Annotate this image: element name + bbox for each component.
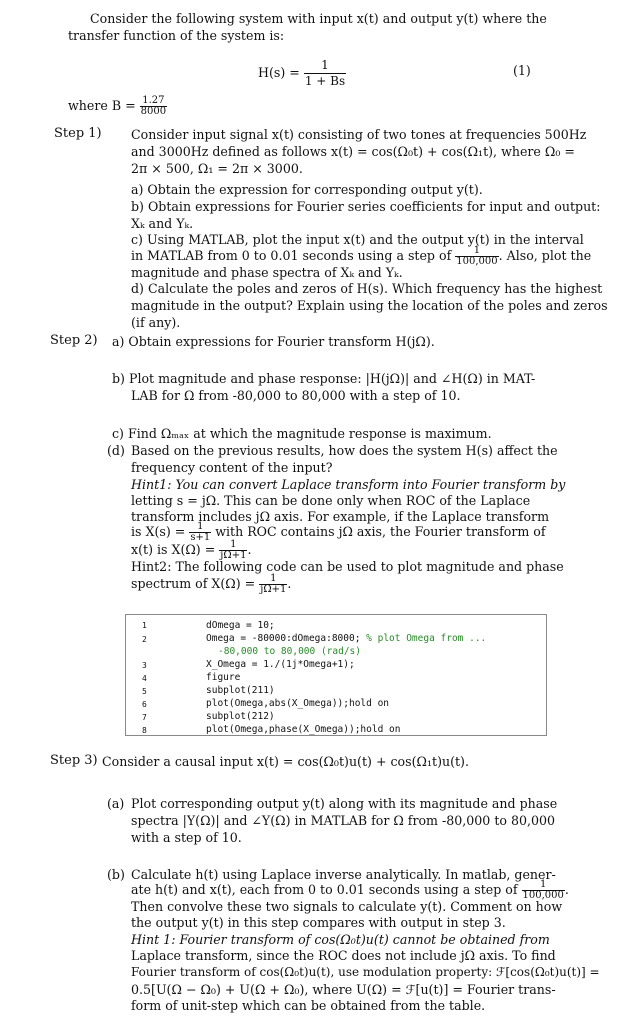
- step3-b-5: Hint 1: Fourier transform of cos(Ω₀t)u(t) cannot be obtained from: [131, 932, 550, 947]
- step2-d-1: Based on the previous results, how does the system H(s) affect the: [131, 443, 558, 458]
- step2-d-7a: x(t) is X(Ω) =: [131, 542, 216, 557]
- step3-b-label: (b): [107, 867, 125, 882]
- step1-c-1: c) Using MATLAB, plot the input x(t) and the output y(t) in the interval: [131, 232, 584, 247]
- step2-d-6b: with ROC contains jΩ axis, the Fourier transform of: [215, 524, 546, 539]
- line-number: 8: [142, 726, 147, 735]
- step1-body-2: and 3000Hz defined as follows x(t) = cos(Ω₀t) + cos(Ω₁t), where Ω₀ =: [131, 144, 575, 159]
- step1-d-3: (if any).: [131, 315, 181, 330]
- eq-lhs: H(s) =: [258, 65, 300, 80]
- step2-a: a) Obtain expressions for Fourier transform H(jΩ).: [112, 334, 435, 349]
- step2-b-2: LAB for Ω from -80,000 to 80,000 with a step of 10.: [131, 388, 461, 403]
- step3-a-label: (a): [107, 796, 125, 811]
- xs-den: s+1: [190, 532, 211, 543]
- line-number: 1: [142, 621, 147, 630]
- step1-c-2a: in MATLAB from 0 to 0.01 seconds using a step of: [131, 248, 452, 263]
- step1-c-2b: . Also, plot the: [498, 248, 592, 263]
- step2-d-9a: spectrum of X(Ω) =: [131, 576, 256, 591]
- step2-d-9b: .: [287, 576, 292, 591]
- step2-d-3: Hint1: You can convert Laplace transform into Fourier transform by: [131, 477, 566, 492]
- line-number: 4: [142, 674, 147, 683]
- step3-label: Step 3): [50, 753, 98, 768]
- step3-b-6: Laplace transform, since the ROC does not include jΩ axis. To find: [131, 948, 556, 963]
- step1-a: a) Obtain the expression for corresponding output y(t).: [131, 182, 483, 197]
- code-line-2-code: Omega = -80000:dOmega:8000;: [206, 633, 367, 644]
- line-number: 5: [142, 687, 147, 696]
- step2-b-1: b) Plot magnitude and phase response: |H(jΩ)| and ∠H(Ω) in MAT-: [112, 371, 536, 386]
- where-label: where B =: [68, 98, 136, 113]
- xs-num: 1: [189, 522, 211, 533]
- step-fraction: [455, 246, 498, 267]
- equation-number: (1): [513, 63, 531, 78]
- step3-step-num: 1: [522, 880, 565, 891]
- step1-d-2: magnitude in the output? Explain using the location of the poles and zeros: [131, 298, 608, 313]
- xomega-num: 1: [219, 540, 247, 551]
- code-line-7: subplot(212): [206, 711, 275, 722]
- step3-a-2: spectra |Y(Ω)| and ∠Y(Ω) in MATLAB for Ω from -80,000 to 80,000: [131, 813, 556, 828]
- b-numerator: 1.27: [140, 96, 167, 107]
- step1-body-3: 2π × 500, Ω₁ = 2π × 3000.: [131, 161, 303, 176]
- code-line-8: plot(Omega,phase(X_Omega));hold on: [206, 724, 401, 735]
- line-number: 3: [142, 661, 147, 670]
- line-number: 2: [142, 635, 147, 644]
- step3-b-8: 0.5[U(Ω − Ω₀) + U(Ω + Ω₀), where U(Ω) = ℱ[u(t)] = Fourier trans-: [131, 982, 556, 997]
- transfer-function-equation: [258, 58, 346, 89]
- code-line-5: subplot(211): [206, 685, 275, 696]
- step2-d-7b: .: [247, 542, 252, 557]
- step1-d-1: d) Calculate the poles and zeros of H(s). Which frequency has the highest: [131, 281, 603, 296]
- step2-d-8: Hint2: The following code can be used to plot magnitude and phase: [131, 559, 564, 574]
- step1-body-1: Consider input signal x(t) consisting of two tones at frequencies 500Hz: [131, 127, 587, 142]
- code-line-1: dOmega = 10;: [206, 620, 275, 631]
- b-denominator: 8000: [140, 106, 167, 117]
- code-line-2: [206, 633, 486, 644]
- line-number: 6: [142, 700, 147, 709]
- where-b: [68, 96, 167, 117]
- spectrum-num: 1: [259, 574, 287, 585]
- eq-fraction: [304, 58, 346, 89]
- intro-line-1: Consider the following system with input x(t) and output y(t) where the: [90, 11, 547, 26]
- step2-d-9: [131, 574, 291, 595]
- b-fraction: [140, 96, 167, 117]
- intro-line-2: transfer function of the system is:: [68, 28, 285, 43]
- step2-d-4: letting s = jΩ. This can be done only when ROC of the Laplace: [131, 493, 531, 508]
- code-line-6: plot(Omega,abs(X_Omega));hold on: [206, 698, 390, 709]
- step3-a-1: Plot corresponding output y(t) along with its magnitude and phase: [131, 796, 558, 811]
- code-comment: % plot Omega from ...: [366, 633, 487, 644]
- step2-d-label: (d): [107, 443, 125, 458]
- step3-step-den: 100,000: [522, 890, 564, 901]
- step3-b-7: Fourier transform of cos(Ω₀t)u(t), use modulation property: ℱ[cos(Ω₀t)u(t)] =: [131, 965, 600, 979]
- step2-d-2: frequency content of the input?: [131, 460, 333, 475]
- step3-a-3: with a step of 10.: [131, 830, 242, 845]
- step2-d-6a: is X(s) =: [131, 524, 186, 539]
- step3-intro: Consider a causal input x(t) = cos(Ω₀t)u(t) + cos(Ω₁t)u(t).: [102, 754, 469, 769]
- code-line-3: X_Omega = 1./(1j*Omega+1);: [206, 659, 355, 670]
- step1-c-3: magnitude and phase spectra of Xₖ and Yₖ.: [131, 265, 403, 280]
- xomega-den: jΩ+1: [220, 550, 247, 561]
- spectrum-fraction: [259, 574, 287, 595]
- code-line-4: figure: [206, 672, 241, 683]
- step1-b-1: b) Obtain expressions for Fourier series coefficients for input and output:: [131, 199, 601, 214]
- step1-b-2: Xₖ and Yₖ.: [131, 216, 194, 231]
- step3-b-2b: .: [564, 882, 569, 897]
- step3-b-4: the output y(t) in this step compares with output in step 3.: [131, 915, 506, 930]
- step3-b-9: form of unit-step which can be obtained from the table.: [131, 998, 486, 1013]
- step3-b-2a: ate h(t) and x(t), each from 0 to 0.01 seconds using a step of: [131, 882, 518, 897]
- step-den: 100,000: [456, 256, 498, 267]
- step2-d-5: transform includes jΩ axis. For example, if the Laplace transform: [131, 509, 550, 524]
- step3-b-3: Then convolve these two signals to calculate y(t). Comment on how: [131, 899, 563, 914]
- code-listing: [125, 614, 547, 736]
- line-number: 7: [142, 713, 147, 722]
- step2-label: Step 2): [50, 333, 98, 348]
- step-num: 1: [455, 246, 498, 257]
- step1-label: Step 1): [54, 126, 102, 141]
- step3-b-1: Calculate h(t) using Laplace inverse analytically. In matlab, gener-: [131, 867, 556, 882]
- eq-numerator: 1: [304, 58, 346, 74]
- code-comment-continued: -80,000 to 80,000 (rad/s): [218, 646, 361, 657]
- spectrum-den: jΩ+1: [260, 584, 287, 595]
- eq-denominator: 1 + Bs: [304, 74, 346, 88]
- step2-c: c) Find Ωₘₐₓ at which the magnitude response is maximum.: [112, 426, 492, 441]
